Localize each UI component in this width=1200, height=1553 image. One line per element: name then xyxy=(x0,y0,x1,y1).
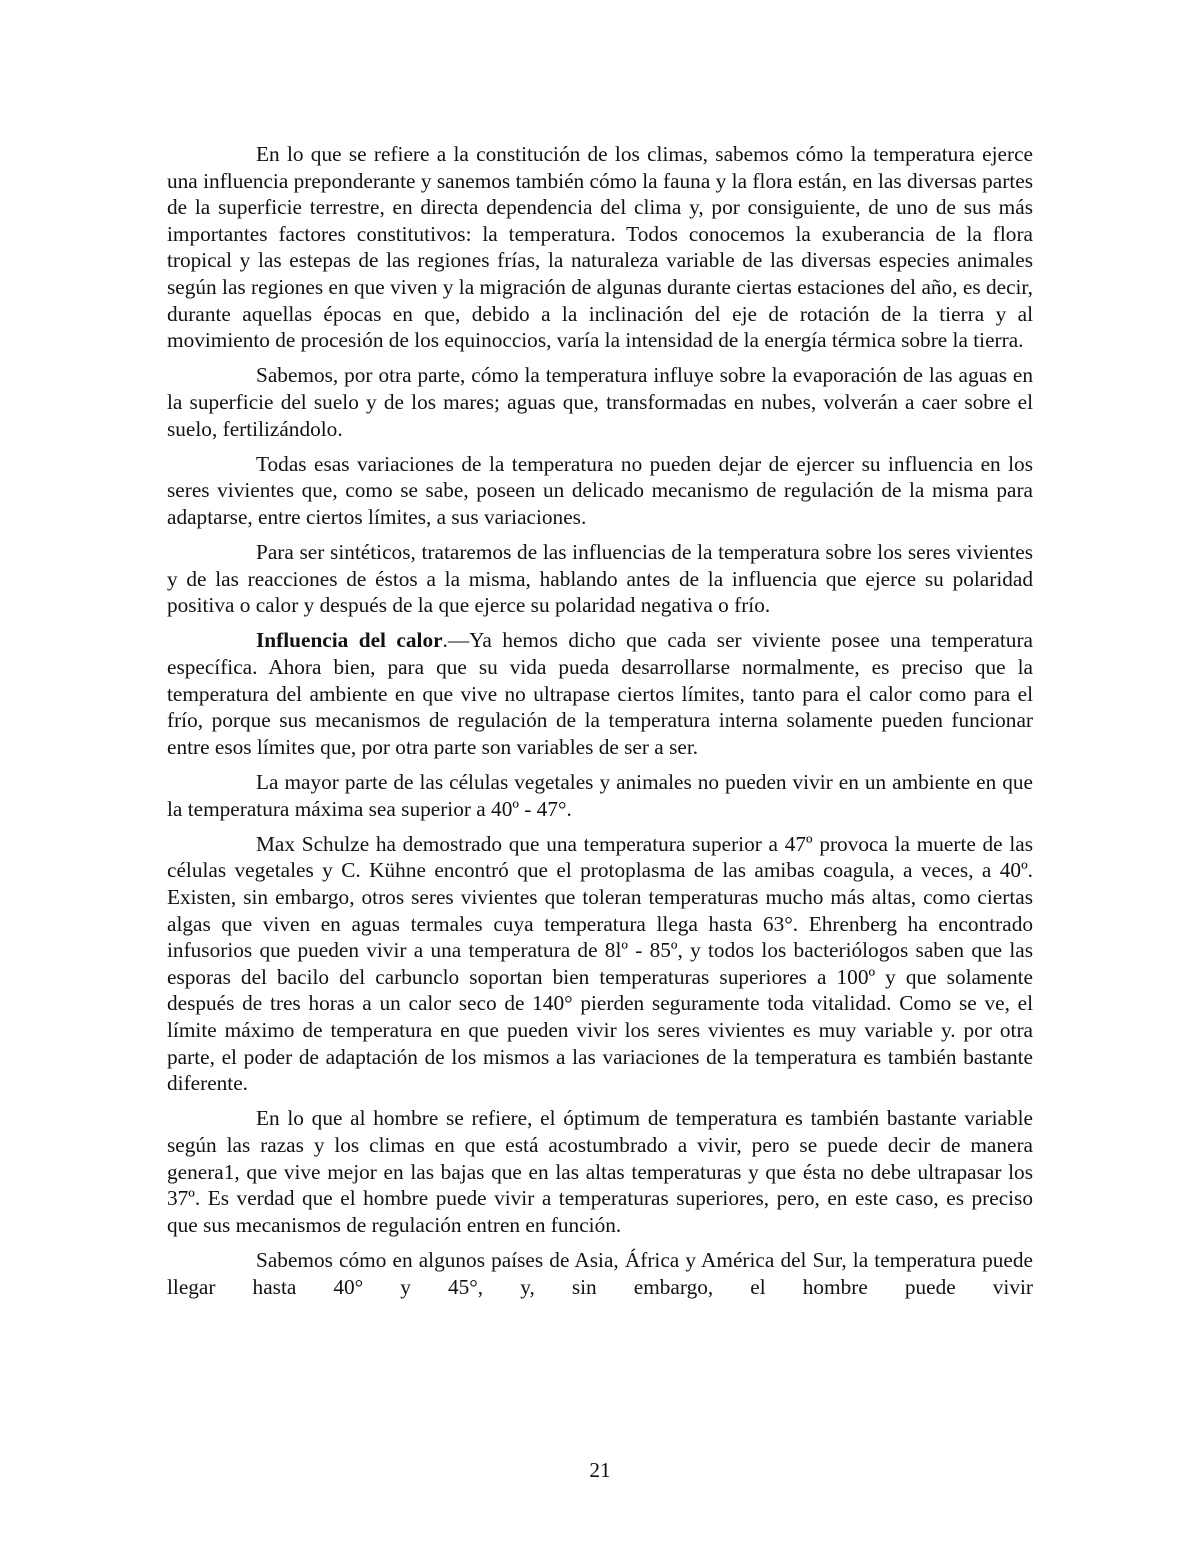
paragraph-text: Max Schulze ha demostrado que una temperatura superior a 47º provoca la muerte de las células vegetales y C. Kühne encontró que el protoplasma de las amibas coagula, a veces, a 40º. Existen, sin embargo, otros seres vivientes que toleran temperaturas mucho más altas, como ciertas algas que viven en aguas termales cuya temperatura llega hasta 63°. Ehrenberg ha encontrado infusorios que pueden vivir a una temperatura de 8lº - 85º, y todos los bacteriólogos saben que las esporas del bacilo del carbunclo soportan bien temperaturas superiores a 100º y que solamente después de tres horas a un calor seco de 140° pierden seguramente toda vitalidad. Como se ve, el límite máximo de temperatura en que pueden vivir los seres vivientes es muy variable y. por otra parte, el poder de adaptación de los mismos a las variaciones de la temperatura es también bastante diferente. xyxy=(167,831,1033,1096)
paragraph-text: En lo que al hombre se refiere, el óptimum de temperatura es también bastante variable según las razas y los climas en que está acostumbrado a vivir, pero se puede decir de manera genera1, que vive mejor en las bajas que en las altas temperaturas y que ésta no debe ultrapasar los 37º. Es verdad que el hombre puede vivir a temperaturas superiores, pero, en este caso, es preciso que sus mecanismos de regulación entren en función. xyxy=(167,1106,1033,1237)
page-number: 21 xyxy=(589,1458,611,1482)
paragraph-text: Sabemos cómo en algunos países de Asia, África y América del Sur, la temperatura puede llegar hasta 40° y 45°, y, sin embargo, el hombre puede vivir xyxy=(167,1247,1033,1299)
paragraph-text: La mayor parte de las células vegetales y animales no pueden vivir en un ambiente en que la temperatura máxima sea superior a 40º - 47°. xyxy=(167,770,1033,821)
paragraph-8 xyxy=(167,1105,1033,1238)
paragraph-text: Todas esas variaciones de la temperatura no pueden dejar de ejercer su influencia en los seres vivientes que, como se sabe, poseen un delicado mecanismo de regulación de la misma para adaptarse, entre ciertos límites, a sus variaciones. xyxy=(167,451,1033,529)
paragraph-text: Sabemos, por otra parte, cómo la temperatura influye sobre la evaporación de las aguas en la superficie del suelo y de los mares; aguas que, transformadas en nubes, volverán a caer sobre el suelo, fertilizándolo. xyxy=(167,363,1033,441)
paragraph-6 xyxy=(167,769,1033,822)
paragraph-text: Para ser sintéticos, trataremos de las influencias de la temperatura sobre los seres vivientes y de las reacciones de éstos a la misma, hablando antes de la influencia que ejerce su polaridad positiva o calor y después de la que ejerce su polaridad negativa o frío. xyxy=(167,540,1033,618)
paragraph-3 xyxy=(167,451,1033,531)
paragraph-4 xyxy=(167,539,1033,619)
paragraph-text: .—Ya hemos dicho que cada ser viviente posee una temperatura específica. Ahora bien, para que su vida pueda desarrollarse normalmente, es preciso que la temperatura del ambiente en que vive no ultrapase ciertos límites, tanto para el calor como para el frío, porque sus mecanismos de regulación de la temperatura interna solamente pueden funcionar entre esos límites que, por otra parte son variables de ser a ser. xyxy=(167,628,1033,759)
paragraph-text: En lo que se refiere a la constitución de los climas, sabemos cómo la temperatura ejerce una influencia preponderante y sanemos también cómo la fauna y la flora están, en las diversas partes de la superficie terrestre, en directa dependencia del clima y, por consiguiente, de uno de sus más importantes factores constitutivos: la temperatura. Todos conocemos la exuberancia de la flora tropical y las estepas de las regiones frías, la naturaleza variable de las diversas especies animales según las regiones en que viven y la migración de algunas durante ciertas estaciones del año, es decir, durante aquellas épocas en que, debido a la inclinación del eje de rotación de la tierra y al movimiento de procesión de los equinoccios, varía la intensidad de la energía térmica sobre la tierra. xyxy=(167,142,1033,353)
paragraph-2 xyxy=(167,362,1033,442)
body-text xyxy=(167,141,1033,1309)
paragraph-7 xyxy=(167,831,1033,1097)
paragraph-9 xyxy=(167,1247,1033,1300)
section-heading: Influencia del calor xyxy=(256,628,443,653)
paragraph-1 xyxy=(167,141,1033,354)
paragraph-5 xyxy=(167,627,1033,760)
